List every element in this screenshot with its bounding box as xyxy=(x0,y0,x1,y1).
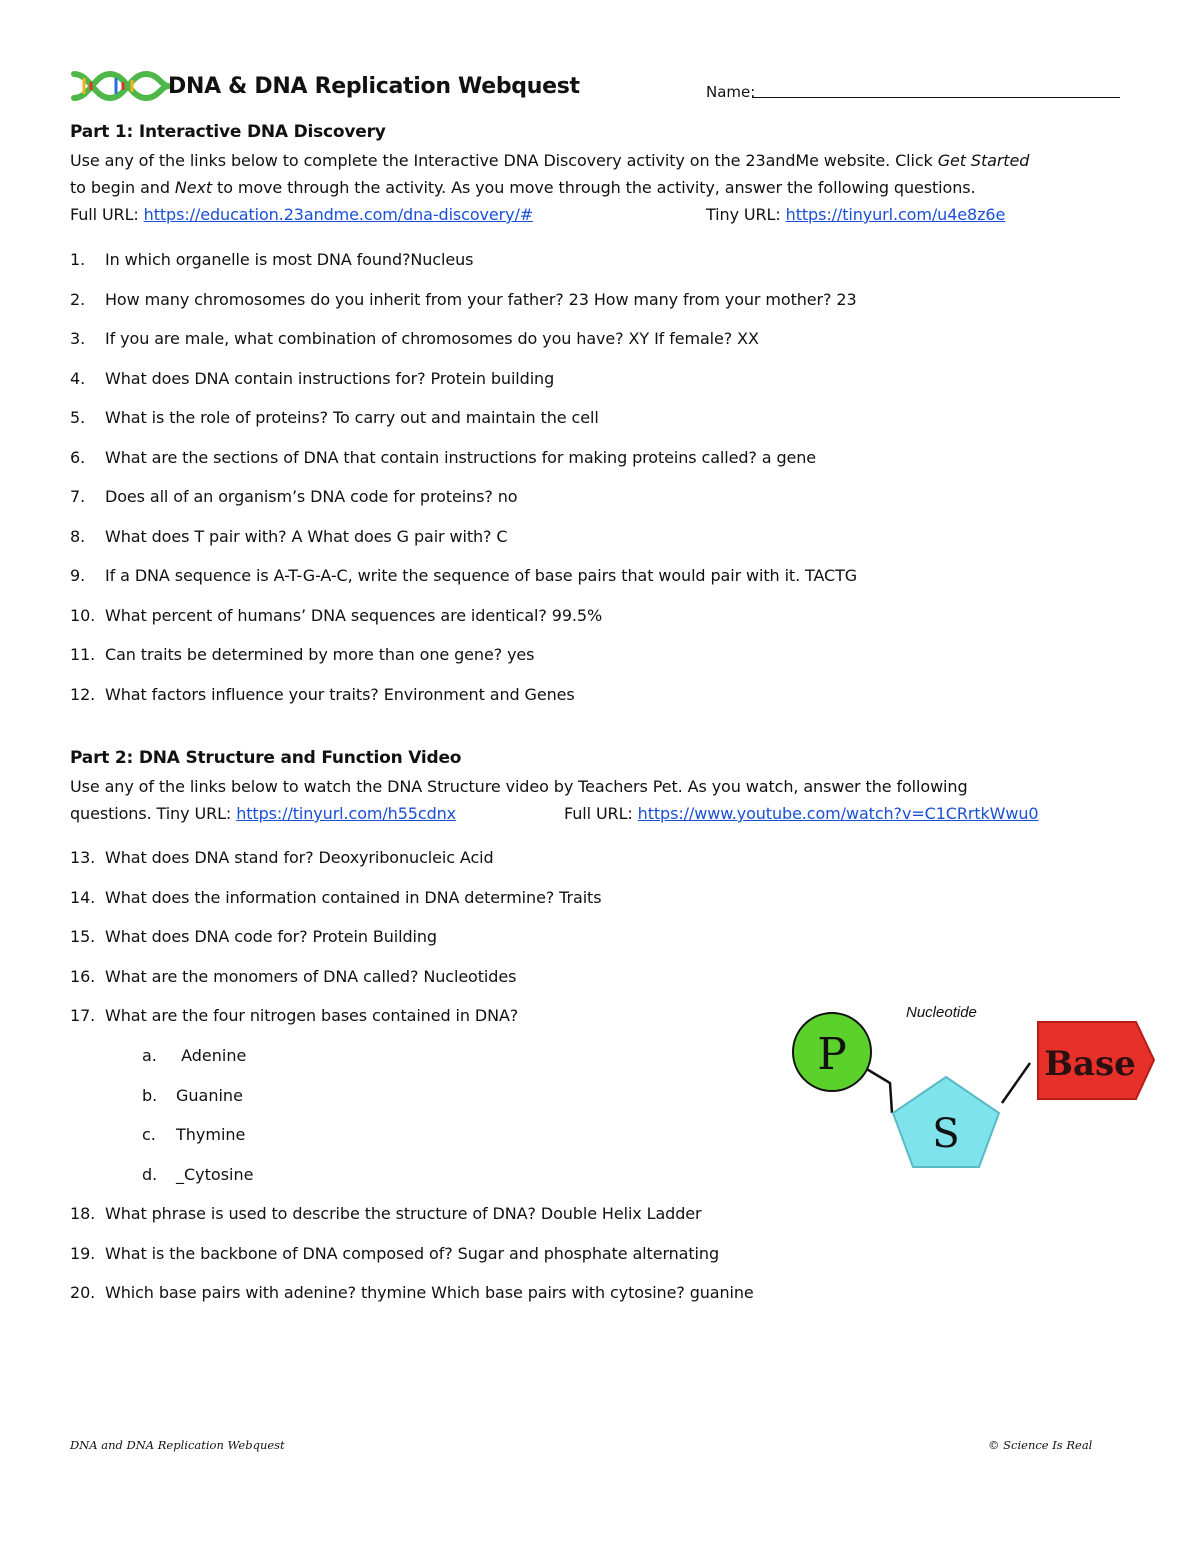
part1-intro-line2: to begin and Next to move through the activity. As you move through the activity, answer the following questions. xyxy=(70,178,976,197)
base-list-item xyxy=(142,1165,253,1184)
question-item xyxy=(70,927,437,946)
sugar-label: S xyxy=(932,1111,960,1157)
question-item-number: 10. xyxy=(70,605,96,625)
question-item xyxy=(70,527,508,546)
question-item-text: Can traits be determined by more than one gene? yes xyxy=(105,645,535,664)
question-item-number: 5. xyxy=(70,408,86,427)
footer-right: © Science Is Real xyxy=(988,1438,1093,1452)
video-full-url-link[interactable]: https://www.youtube.com/watch?v=C1CRrtkWwu0 xyxy=(637,804,1039,823)
question-item-text: If a DNA sequence is A-T-G-A-C, write the sequence of base pairs that would pair with it. TACTG xyxy=(105,566,858,585)
question-item-text: How many chromosomes do you inherit from your father? 23 How many from your mother? 23 xyxy=(105,289,857,309)
question-item-number: 8. xyxy=(70,526,86,546)
phosphate-label: P xyxy=(817,1029,847,1080)
name-label: Name: xyxy=(706,83,756,101)
question-item-text: What factors influence your traits? Environment and Genes xyxy=(105,684,575,704)
question-item-text: In which organelle is most DNA found?Nucleus xyxy=(105,250,474,269)
question-item-text: What does DNA stand for? Deoxyribonucleic Acid xyxy=(105,848,494,867)
base-list-item-text: Thymine xyxy=(176,1125,246,1144)
question-item xyxy=(70,487,517,506)
question-item-number: 2. xyxy=(70,289,86,309)
base-list-item-text: _Cytosine xyxy=(176,1164,254,1184)
base-list-item-text: Guanine xyxy=(176,1085,243,1105)
question-item xyxy=(70,685,575,704)
question-item xyxy=(70,888,601,907)
base-list-item xyxy=(142,1046,246,1065)
question-item-number: 16. xyxy=(70,966,96,986)
question-item xyxy=(70,606,602,625)
question-item-text: Does all of an organism’s DNA code for proteins? no xyxy=(105,487,518,506)
question-item xyxy=(70,448,816,467)
question-item-text: What are the monomers of DNA called? Nucleotides xyxy=(105,966,517,986)
question-item-text: If you are male, what combination of chromosomes do you have? XY If female? XX xyxy=(105,329,759,348)
part2-intro-line1: Use any of the links below to watch the DNA Structure video by Teachers Pet. As you watch, answer the following xyxy=(70,777,968,796)
base-list-item-text: Adenine xyxy=(176,1046,247,1065)
footer-left: DNA and DNA Replication Webquest xyxy=(70,1438,285,1452)
question-item xyxy=(70,848,494,867)
part1-full-url: Full URL: https://education.23andme.com/dna-discovery/# xyxy=(70,205,534,224)
question-item-number: 14. xyxy=(70,887,96,907)
question-item-text: What is the role of proteins? To carry out and maintain the cell xyxy=(105,408,599,427)
question-item-number: 19. xyxy=(70,1243,96,1263)
question-item xyxy=(70,369,554,388)
name-field-line[interactable] xyxy=(752,97,1120,98)
question-item-text: What is the backbone of DNA composed of? Sugar and phosphate alternating xyxy=(105,1243,720,1263)
question-item xyxy=(70,967,516,986)
question-item-number: 1. xyxy=(70,250,86,269)
question-item xyxy=(70,1244,719,1263)
base-list-item xyxy=(142,1125,245,1144)
question-item-number: 9. xyxy=(70,566,86,585)
question-item-text: What are the four nitrogen bases contained in DNA? xyxy=(105,1006,519,1025)
question-item-number: 20. xyxy=(70,1283,96,1302)
question-item xyxy=(70,329,759,348)
page-title: DNA & DNA Replication Webquest xyxy=(168,74,580,99)
base-label: Base xyxy=(1044,1044,1136,1084)
question-item-text: What are the sections of DNA that contain instructions for making proteins called? a gene xyxy=(105,447,817,467)
part1-heading: Part 1: Interactive DNA Discovery xyxy=(70,122,386,142)
question-item-number: 6. xyxy=(70,447,86,467)
sugar-base-bond xyxy=(1002,1063,1030,1103)
question-item-number: 4. xyxy=(70,368,86,388)
question-item xyxy=(70,1204,702,1223)
part2-intro-line2: questions. Tiny URL: https://tinyurl.com/h55cdnx xyxy=(70,804,457,823)
part2-full-url: Full URL: https://www.youtube.com/watch?v=C1CRrtkWwu0 xyxy=(564,804,1039,823)
question-item-number: 7. xyxy=(70,487,86,506)
question-item-text: What does DNA code for? Protein Building xyxy=(105,927,437,946)
part2-heading: Part 2: DNA Structure and Function Video xyxy=(70,748,462,768)
base-list-item-number: d. xyxy=(142,1164,158,1184)
full-url-link[interactable]: https://education.23andme.com/dna-discovery/# xyxy=(143,205,534,224)
question-item-text: What does DNA contain instructions for? Protein building xyxy=(105,368,555,388)
question-item-number: 17. xyxy=(70,1006,96,1025)
base-list-item xyxy=(142,1086,243,1105)
question-item-number: 15. xyxy=(70,927,96,946)
question-item-text: Which base pairs with adenine? thymine Which base pairs with cytosine? guanine xyxy=(105,1283,754,1302)
question-item xyxy=(70,1006,518,1025)
question-item-number: 13. xyxy=(70,848,96,867)
question-item-number: 18. xyxy=(70,1204,96,1223)
question-item xyxy=(70,290,857,309)
question-item-text: What percent of humans’ DNA sequences are identical? 99.5% xyxy=(105,605,603,625)
base-list-item-number: b. xyxy=(142,1085,158,1105)
nucleotide-diagram xyxy=(780,995,1170,1185)
question-item xyxy=(70,645,534,664)
part1-intro-line1: Use any of the links below to complete the Interactive DNA Discovery activity on the 23andMe website. Click Get Started xyxy=(70,151,1030,170)
question-item-text: What does the information contained in DNA determine? Traits xyxy=(105,887,602,907)
question-item-number: 12. xyxy=(70,684,96,704)
question-item-number: 11. xyxy=(70,645,96,664)
question-item xyxy=(70,250,473,269)
tiny-url-link[interactable]: https://tinyurl.com/u4e8z6e xyxy=(785,205,1006,224)
part1-tiny-url: Tiny URL: https://tinyurl.com/u4e8z6e xyxy=(706,205,1006,224)
question-item xyxy=(70,408,599,427)
question-item xyxy=(70,1283,754,1302)
video-tiny-url-link[interactable]: https://tinyurl.com/h55cdnx xyxy=(236,804,457,823)
dna-logo xyxy=(70,66,170,106)
question-item-text: What does T pair with? A What does G pair with? C xyxy=(105,526,508,546)
question-item-number: 3. xyxy=(70,329,86,348)
base-list-item-number: a. xyxy=(142,1046,157,1065)
question-item-text: What phrase is used to describe the structure of DNA? Double Helix Ladder xyxy=(105,1204,702,1223)
question-item xyxy=(70,566,857,585)
diagram-caption: Nucleotide xyxy=(906,1004,977,1021)
base-list-item-number: c. xyxy=(142,1125,156,1144)
